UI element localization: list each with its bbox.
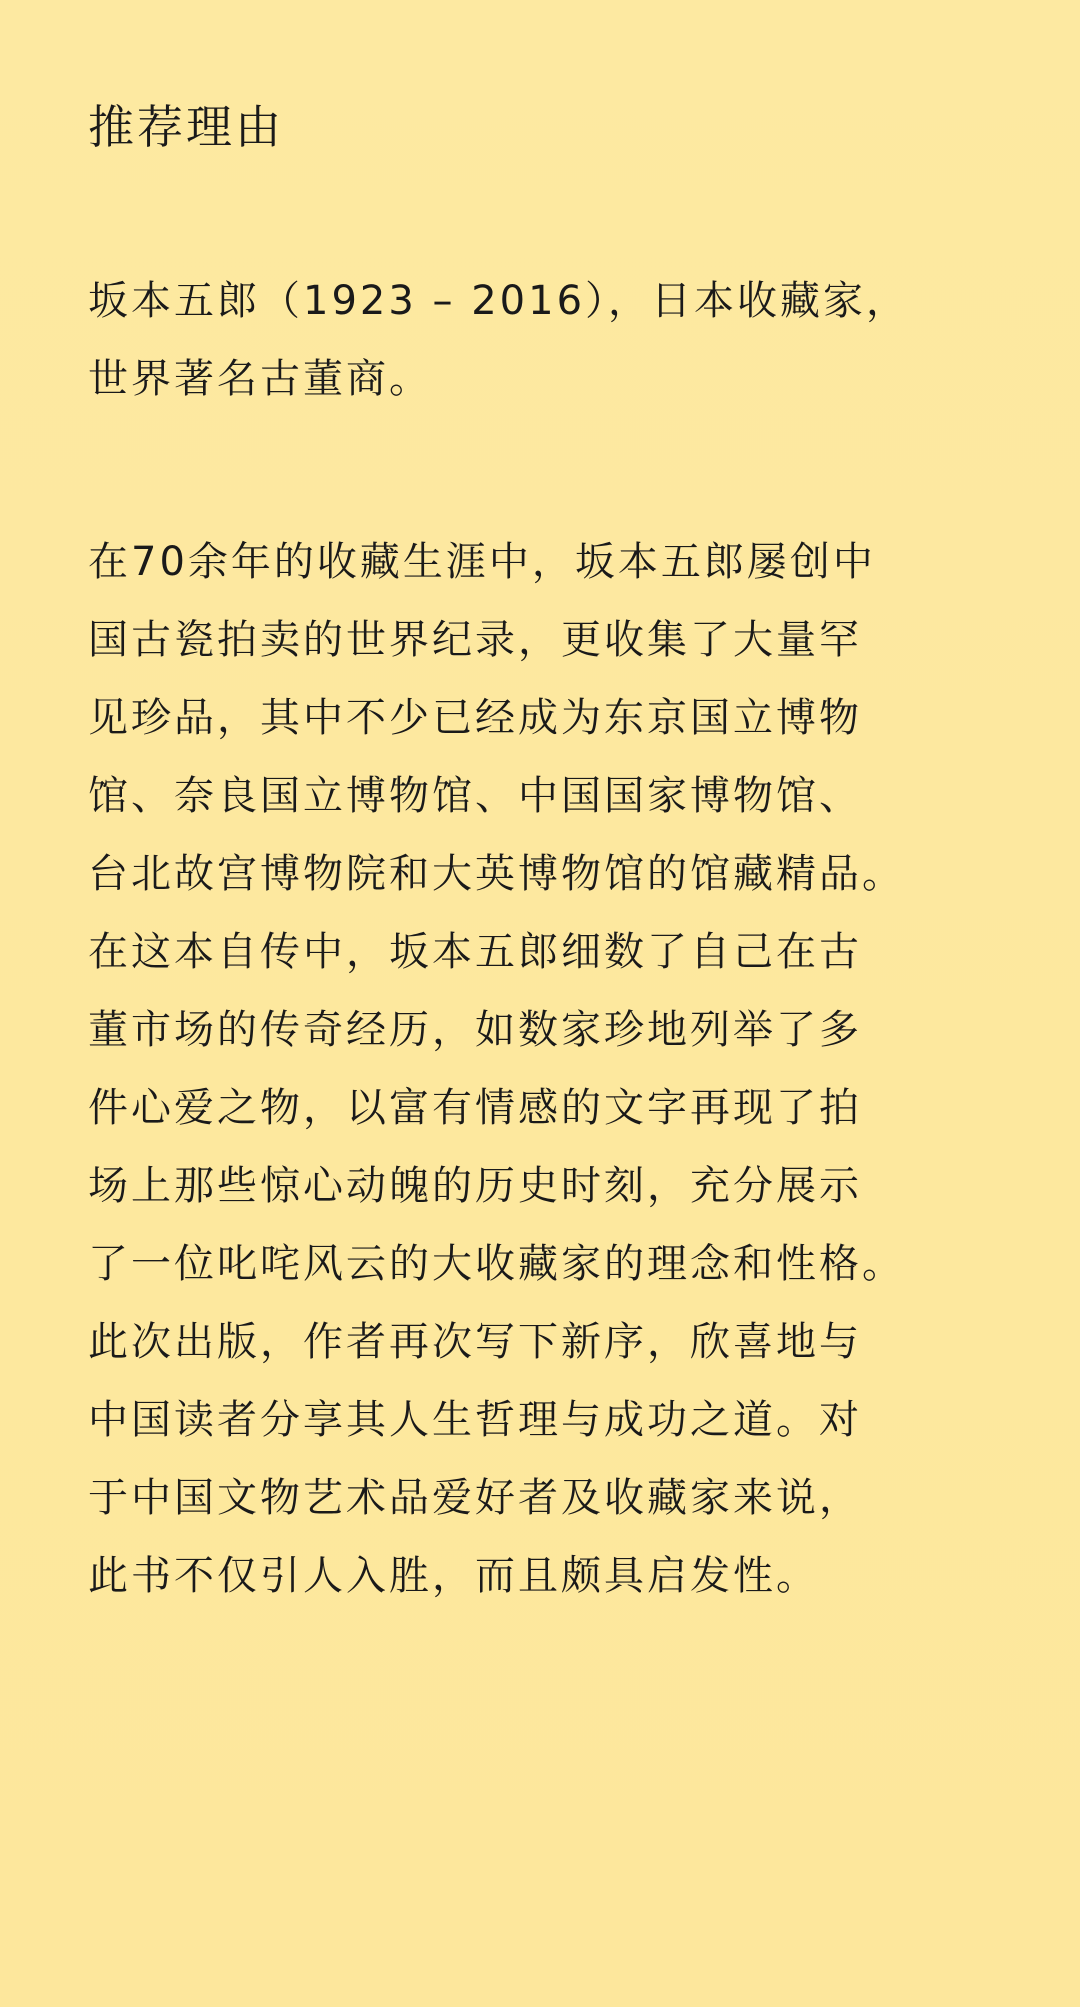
body-line: 台北故宫博物院和大英博物馆的馆藏精品。 — [88, 851, 905, 897]
body-line: 此次出版，作者再次写下新序，欣喜地与 — [88, 1319, 862, 1365]
body-line: 见珍品，其中不少已经成为东京国立博物 — [88, 695, 862, 741]
body-line: 了一位叱咤风云的大收藏家的理念和性格。 — [88, 1241, 905, 1287]
body-line: 场上那些惊心动魄的历史时刻，充分展示 — [88, 1163, 862, 1209]
body-line: 在70余年的收藏生涯中，坂本五郎屡创中 — [88, 539, 876, 585]
body-line: 此书不仅引人入胜，而且颇具启发性。 — [88, 1553, 819, 1599]
body-line: 董市场的传奇经历，如数家珍地列举了多 — [88, 1007, 862, 1053]
author-introduction — [88, 262, 1008, 418]
body-line: 中国读者分享其人生哲理与成功之道。对 — [88, 1397, 862, 1443]
page-title: 推荐理由 — [88, 100, 284, 154]
body-line: 国古瓷拍卖的世界纪录，更收集了大量罕 — [88, 617, 862, 663]
body-line: 于中国文物艺术品爱好者及收藏家来说， — [88, 1475, 862, 1521]
recommendation-body — [88, 523, 1008, 1615]
intro-line: 世界著名古董商。 — [88, 356, 432, 402]
body-line: 馆、奈良国立博物馆、中国国家博物馆、 — [88, 773, 862, 819]
intro-line: 坂本五郎（1923 – 2016），日本收藏家， — [88, 278, 910, 324]
body-line: 件心爱之物，以富有情感的文字再现了拍 — [88, 1085, 862, 1131]
body-line: 在这本自传中，坂本五郎细数了自己在古 — [88, 929, 862, 975]
